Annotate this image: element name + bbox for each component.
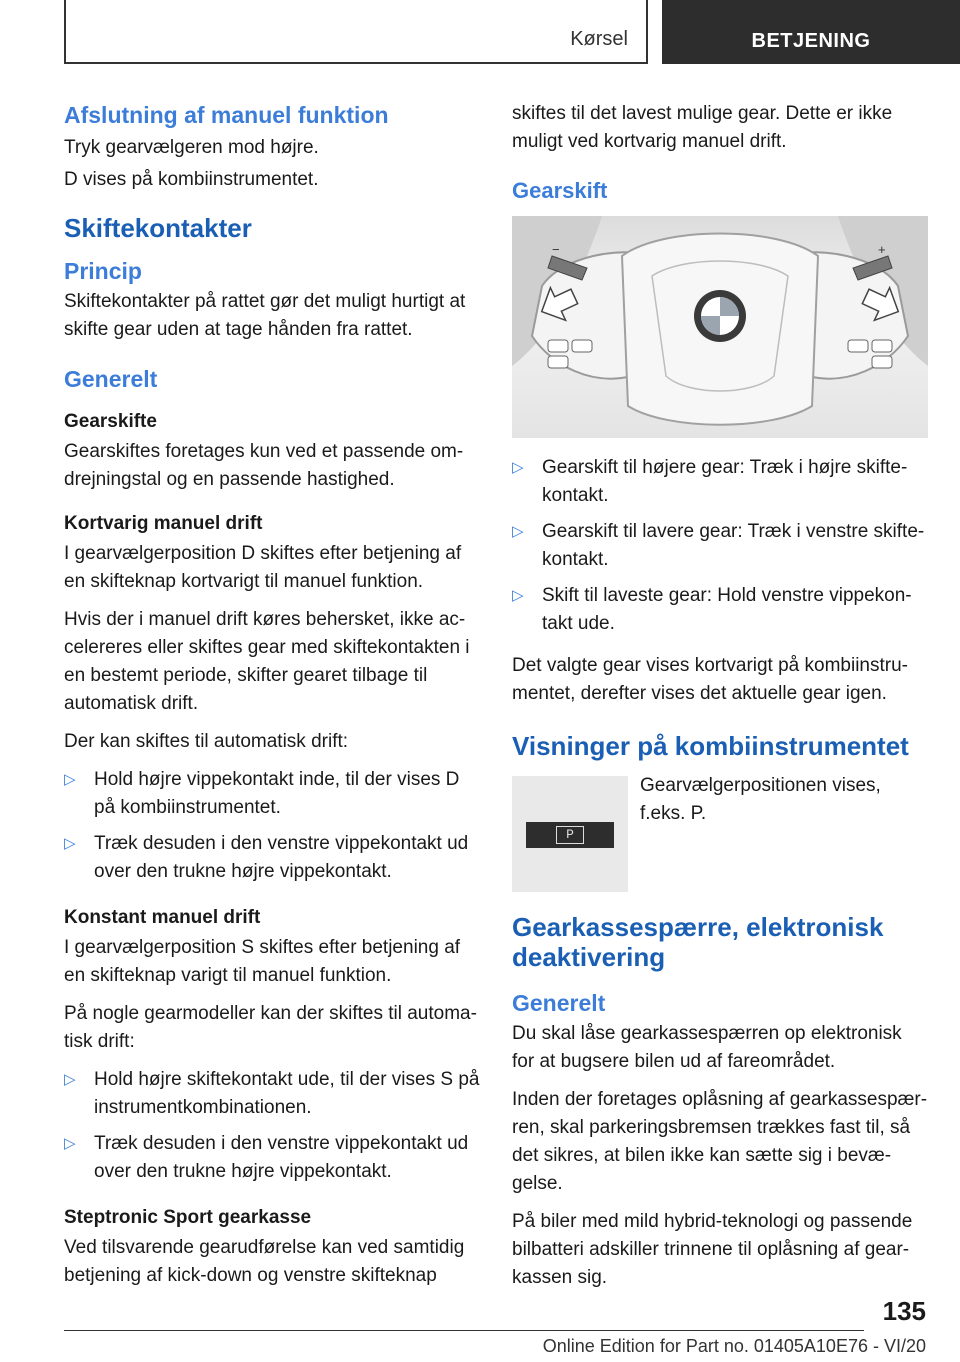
plus-label: + [878, 242, 886, 257]
triangle-bullet-icon: ▷ [64, 771, 76, 788]
list-item: ▷ Skift til laveste gear: Hold venstre vippekontakt ude. [512, 582, 928, 638]
paragraph: Det valgte gear vises kortvarigt på kombiinstrumentet, derefter vises det aktuelle gear igen. [512, 655, 908, 704]
instrument-display-illustration [512, 776, 628, 892]
paragraph: På nogle gearmodeller kan der skiftes til automatisk drift: [64, 1003, 477, 1052]
footer-rule [64, 1330, 864, 1331]
paragraph: Ved tilsvarende gearudførelse kan ved samtidig betjening af kick-down og venstre skifteknap [64, 1237, 465, 1286]
minus-label: − [552, 242, 560, 257]
triangle-bullet-icon: ▷ [512, 459, 524, 476]
triangle-bullet-icon: ▷ [512, 587, 524, 604]
heading-gearkassespaerre: Gearkassespærre, elektronisk deaktivering [512, 912, 884, 972]
gear-indicator: P [556, 826, 584, 844]
heading-gearskift: Gearskift [512, 178, 608, 203]
heading-generelt: Generelt [64, 366, 158, 392]
subheading-gearskifte: Gearskifte [64, 411, 157, 432]
header-chapter-tab: BETJENING [662, 0, 960, 64]
list-item: ▷ Gearskift til lavere gear: Træk i venstre skiftekontakt. [512, 518, 928, 574]
paragraph: Inden der foretages oplåsning af gearkassespærren, skal parkeringsbremsen trækkes fast til, så det sikres, at bilen ikke kan sætte sig i bevægelse. [512, 1089, 928, 1194]
paragraph: Gearvælgerpositionen vises, f.eks. P. [640, 775, 881, 824]
paragraph: Gearskiftes foretages kun ved et passende omdrejningstal og en passende hastighed. [64, 441, 464, 490]
paragraph: skiftes til det lavest mulige gear. Dette er ikke muligt ved kortvarig manuel drift. [512, 103, 893, 152]
list-item: ▷ Hold højre vippekontakt inde, til der vises D på kombiinstrumentet. [64, 766, 480, 822]
display-screen [526, 822, 614, 848]
page-number: 135 [882, 1296, 926, 1326]
header-section: Kørsel [570, 28, 628, 50]
triangle-bullet-icon: ▷ [512, 523, 524, 540]
subheading-steptronic: Steptronic Sport gearkasse [64, 1207, 312, 1228]
list-automatisk-2 [64, 1066, 480, 1186]
paragraph: På biler med mild hybrid-teknologi og passende bilbatteri adskiller trinnene til oplåsning af gearkassen sig. [512, 1211, 913, 1288]
subheading-konstant: Konstant manuel drift [64, 907, 261, 928]
header-frame [64, 0, 648, 64]
paragraph: Der kan skiftes til automatisk drift: [64, 731, 349, 752]
paragraph: Tryk gearvælgeren mod højre. [64, 137, 319, 158]
paragraph: D vises på kombiinstrumentet. [64, 169, 319, 190]
subheading-kortvarig: Kortvarig manuel drift [64, 513, 263, 534]
list-automatisk-1 [64, 766, 480, 886]
footer-edition: Online Edition for Part no. 01405A10E76 - VI/20 [542, 1336, 926, 1356]
list-item: ▷ Gearskift til højere gear: Træk i højre skiftekontakt. [512, 454, 928, 510]
list-item: ▷ Træk desuden i den venstre vippekontakt ud over den trukne højre vippekontakt. [64, 830, 480, 886]
list-item: ▷ Hold højre skiftekontakt ude, til der vises S på instrumentkombinationen. [64, 1066, 480, 1122]
paragraph: Skiftekontakter på rattet gør det muligt hurtigt at skifte gear uden at tage hånden fra rattet. [64, 291, 466, 340]
heading-visninger: Visninger på kombiinstrumentet [512, 731, 909, 761]
paragraph: I gearvælgerposition D skiftes efter betjening af en skifteknap kortvarigt til manuel funktion. [64, 543, 462, 592]
heading-princip: Princip [64, 258, 142, 284]
heading-generelt-2: Generelt [512, 990, 606, 1016]
steering-wheel-illustration [512, 216, 928, 438]
triangle-bullet-icon: ▷ [64, 1071, 76, 1088]
triangle-bullet-icon: ▷ [64, 1135, 76, 1152]
triangle-bullet-icon: ▷ [64, 835, 76, 852]
right-column [512, 100, 928, 1302]
heading-afslutning: Afslutning af manuel funktion [64, 102, 389, 128]
heading-skiftekontakter: Skiftekontakter [64, 213, 252, 243]
list-gearskift [512, 454, 928, 638]
paragraph: I gearvælgerposition S skiftes efter betjening af en skifteknap varigt til manuel funktion. [64, 937, 461, 986]
list-item: ▷ Træk desuden i den venstre vippekontakt ud over den trukne højre vippekontakt. [64, 1130, 480, 1186]
paragraph: Du skal låse gearkassespærren op elektronisk for at bugsere bilen ud af fareområdet. [512, 1023, 902, 1072]
display-row [512, 776, 928, 892]
paragraph: Hvis der i manuel drift køres behersket, ikke accelereres eller skiftes gear med skiftekontakten i en bestemt periode, skifter gearet tilbage til automatisk drift. [64, 609, 470, 714]
steering-wheel-svg [512, 216, 928, 438]
left-column [64, 100, 480, 1300]
